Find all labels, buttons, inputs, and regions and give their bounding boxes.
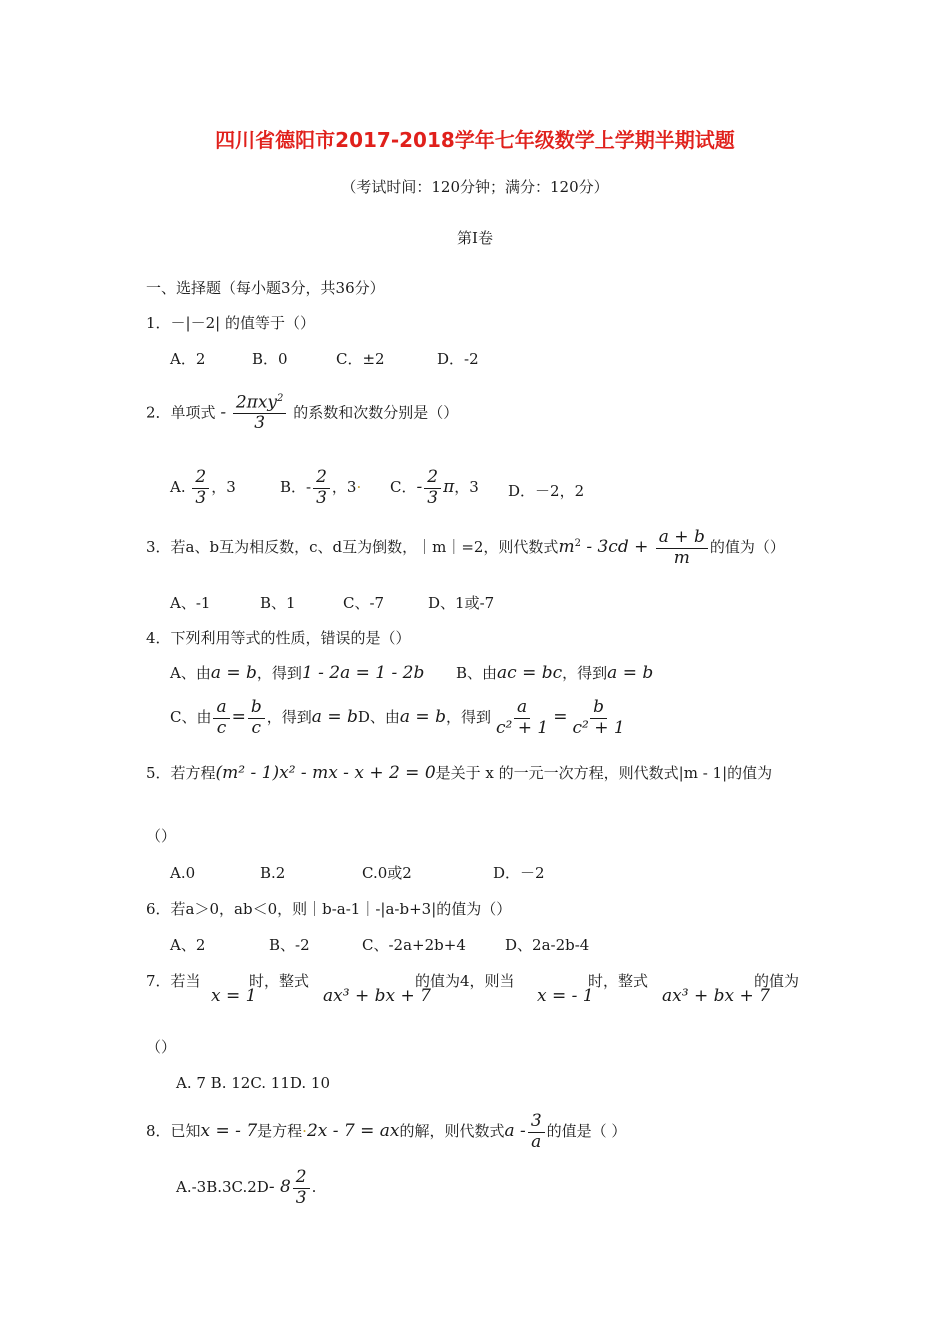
q3-prefix: 3．若a、b互为相反数，c、d互为倒数，｜m｜=2，则代数式 (146, 538, 559, 557)
q2-fraction (233, 393, 287, 434)
q4-b-pre: B、由 (456, 664, 498, 682)
q2-option-c (390, 468, 479, 508)
exam-title: 四川省德阳市2017-2018学年七年级数学上学期半期试题 (215, 128, 735, 152)
q6-option-b: B、-2 (269, 936, 310, 954)
question-7-p4: 时，整式 (588, 972, 649, 990)
volume-label: 第Ⅰ卷 (457, 229, 493, 247)
q8-p4: 的值是（ ） (546, 1122, 627, 1141)
question-7-p5: 的值为 (754, 972, 800, 990)
q4-c-d2: c (251, 717, 262, 738)
q4-a-mid: ，得到 (256, 664, 302, 682)
question-6: 6．若a＞0，ab＜0，则｜b-a-1｜-|a-b+3|的值为（） (146, 900, 512, 918)
q2-exponent: 2 (277, 393, 284, 404)
q5-prefix: 5．若方程 (146, 764, 216, 782)
q2-c-label: C． (390, 478, 417, 497)
q4-a-res: 1 - 2a = 1 - 2b (301, 663, 425, 683)
q4-c-eq: = (231, 707, 246, 728)
q3-expr-m: m (558, 537, 575, 558)
q4-c-frac1 (213, 698, 229, 738)
q8-expr-2: 2x - 7 = ax (306, 1121, 400, 1142)
question-8: 8．已知x = - 7是方程·2x - 7 = ax的解，则代数式a - $\frac{3}{a}$ 的值是（ ） (146, 1111, 627, 1152)
q8-options (176, 1168, 316, 1208)
q1-option-a: A．2 (170, 350, 206, 368)
q5-paren: （） (146, 827, 177, 845)
q4-c-mid: ，得到 (266, 708, 312, 727)
q2-suffix: 的系数和次数分别是（） (293, 403, 459, 422)
q4-a-pre: A、由 (170, 664, 211, 682)
q4-d-n1: a (514, 698, 530, 719)
q4-option-b (456, 663, 653, 683)
q5-suffix: 是关于 x 的一元一次方程，则代数式|m - 1|的值为 (435, 764, 773, 782)
q2-a-num: 2 (192, 468, 209, 489)
q4-d-pre: D、由 (357, 708, 400, 727)
q2-c-fraction (424, 468, 441, 508)
q7-options: A. 7 B. 12C. 11D. 10 (176, 1074, 331, 1092)
question-7-p1: 7．若当 (146, 972, 201, 990)
q4-b-eq: ac = bc (497, 663, 563, 683)
q2-minus: - (220, 402, 227, 423)
q7-expr-4: ax³ + bx + 7 (662, 986, 770, 1006)
q4-d-frac1 (493, 698, 551, 738)
q2-b-label: B．- (280, 478, 312, 497)
exam-info: （考试时间：120分钟；满分：120分） (341, 178, 609, 196)
question-1: 1．－|－2| 的值等于（） (146, 314, 315, 332)
q4-c-pre: C、由 (170, 708, 212, 727)
q8-options-text: A.-3B.3C.2D (176, 1178, 269, 1197)
q2-c-pi: π (443, 477, 455, 498)
q2-a-den: 3 (195, 487, 207, 508)
q8-tail-fraction (293, 1168, 310, 1208)
question-2 (146, 393, 458, 434)
q6-option-d: D、2a-2b-4 (505, 936, 590, 954)
q5-option-c: C.0或2 (362, 864, 412, 882)
q2-c-tail: ，3 (454, 478, 479, 497)
q4-b-mid: ，得到 (562, 664, 608, 682)
q1-option-b: B．0 (252, 350, 288, 368)
q6-option-a: A、2 (170, 936, 206, 954)
q3-exponent: 2 (574, 538, 581, 550)
q2-b-num: 2 (313, 468, 330, 489)
q6-option-c: C、-2a+2b+4 (362, 936, 466, 954)
q2-numerator: 2πxy (235, 392, 278, 413)
q5-option-b: B.2 (260, 864, 286, 882)
q2-option-b: B．- $\frac{2}{3}$ ，3· (280, 467, 362, 508)
q7-expr-1: x = 1 (211, 986, 257, 1006)
q4-c-n2: b (248, 698, 265, 719)
q1-option-c: C．±2 (336, 350, 385, 368)
q4-option-c (170, 698, 630, 738)
q3-option-d: D、1或-7 (428, 594, 495, 612)
q8-tail-den: 3 (295, 1187, 307, 1208)
q2-b-den: 3 (316, 487, 327, 508)
q4-d-d1: c² + 1 (495, 717, 549, 738)
q2-c-minus: - (416, 477, 423, 498)
q2-denominator: 3 (254, 413, 266, 434)
q3-suffix: 的值为（） (709, 538, 785, 557)
q7-expr-2: ax³ + bx + 7 (323, 986, 431, 1006)
q4-d-frac2 (569, 698, 627, 738)
q8-den: a (531, 1131, 542, 1152)
q4-d-n2: b (590, 698, 607, 719)
q8-p1: 8．已知 (146, 1122, 201, 1141)
q2-option-d: D．－2，2 (508, 482, 585, 500)
q8-p2: 是方程 (257, 1122, 303, 1141)
q2-a-fraction (192, 468, 209, 508)
q4-d-eqs: = (553, 707, 568, 728)
q3-denominator: m (673, 547, 690, 568)
q3-option-b: B、1 (260, 594, 296, 612)
q8-tail-num: 2 (293, 1168, 310, 1189)
question-5 (146, 763, 772, 783)
q2-c-num: 2 (424, 468, 441, 489)
q3-fraction (656, 528, 708, 568)
question-3 (146, 528, 785, 568)
q4-c-n1: a (213, 698, 229, 719)
q2-c-den: 3 (427, 487, 439, 508)
section-heading: 一、选择题（每小题3分，共36分） (146, 279, 385, 297)
question-7-p2: 时，整式 (249, 972, 310, 990)
question-7-p3: 的值为4，则当 (415, 972, 515, 990)
q5-option-d: D．－2 (493, 864, 545, 882)
q2-a-tail: ，3 (211, 478, 236, 497)
q2-prefix: 2．单项式 (146, 403, 216, 422)
q2-b-tail: ，3 (331, 478, 357, 497)
q3-expr-rest: - 3cd + (580, 537, 654, 558)
q4-b-res: a = b (607, 663, 654, 683)
q3-numerator: a + b (656, 528, 708, 549)
q4-d-mid: ，得到 (445, 708, 491, 727)
q7-expr-3: x = - 1 (537, 986, 594, 1006)
q2-option-a (170, 468, 236, 508)
q4-d-eq: a = b (399, 707, 446, 728)
q5-option-a: A.0 (170, 864, 196, 882)
q8-expr-1: x = - 7 (200, 1121, 258, 1142)
q4-c-frac2 (248, 698, 265, 738)
q4-option-a (170, 663, 424, 683)
q4-a-eq: a = b (210, 663, 257, 683)
q2-b-fraction (313, 468, 330, 508)
question-4: 4．下列利用等式的性质，错误的是（） (146, 629, 411, 647)
q5-equation: (m² - 1)x² - mx - x + 2 = 0 (215, 763, 436, 783)
q1-option-d: D．-2 (437, 350, 479, 368)
q2-a-label: A. (170, 478, 186, 497)
q4-d-d2: c² + 1 (572, 717, 625, 738)
q4-c-d1: c (216, 717, 227, 738)
q8-fraction (528, 1112, 545, 1152)
q8-num: 3 (528, 1112, 545, 1133)
q8-expr-3: a - (504, 1121, 526, 1142)
q7-paren: （） (146, 1038, 177, 1056)
q3-option-a: A、-1 (170, 594, 211, 612)
q8-tail-end: . (311, 1178, 317, 1197)
q3-option-c: C、-7 (343, 594, 385, 612)
q8-tail-neg: - 8 (268, 1177, 291, 1198)
q4-c-res: a = b (311, 707, 358, 728)
q8-p3: 的解，则代数式 (399, 1122, 505, 1141)
